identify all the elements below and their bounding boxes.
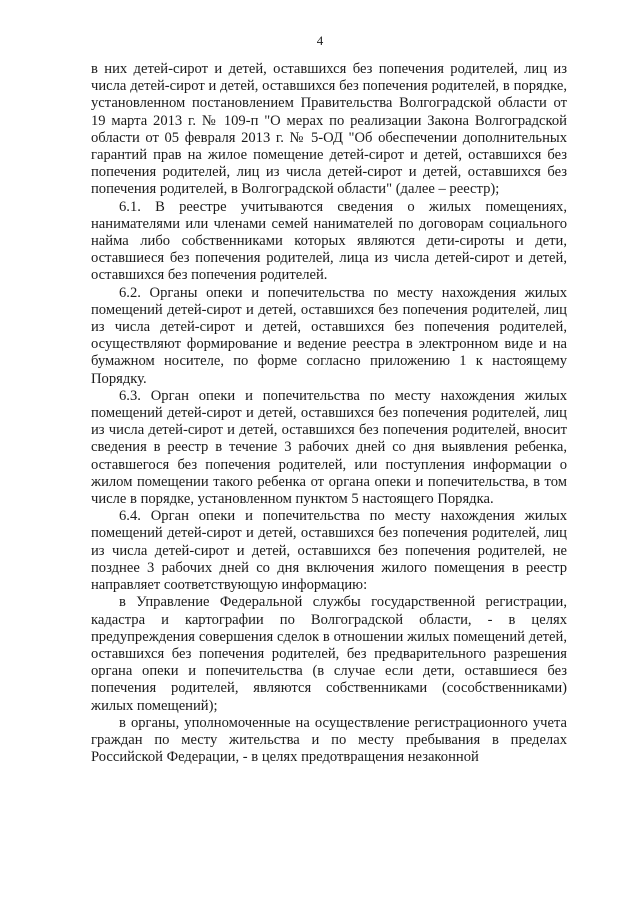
paragraph-6-4: 6.4. Орган опеки и попечительства по месту нахождения жилых помещений детей-сирот и детей, оставшихся без попечения родителей, лиц из числа детей-сирот и детей, оставшихся без попечения родителей, не позднее 3 рабочих дней со дня включения жилого помещения в реестр направляет соответствующую информацию: [91,508,567,594]
paragraph-6-3: 6.3. Орган опеки и попечительства по месту нахождения жилых помещений детей-сирот и детей, оставшихся без попечения родителей, лиц из числа детей-сирот и детей, оставшихся без попечения родителей, вносит сведения в реестр в течение 3 рабочих дней со дня выявления ребенка, оставшегося без попечения родителей, или поступления информации о жилом помещении такого ребенка от органа опеки и попечительства, в том числе в порядке, установленном пунктом 5 настоящего Порядка. [91,387,567,508]
document-body [91,61,567,766]
paragraph-rosreestr: в Управление Федеральной службы государственной регистрации, кадастра и картографии по Волгоградской области, - в целях предупреждения совершения сделок в отношении жилых помещений детей, оставшихся без попечения родителей, без предварительного разрешения органа опеки и попечительства (в случае если дети, оставшиеся без попечения родителей, являются собственниками (сособственниками) жилых помещений); [91,594,567,714]
paragraph-6-1: 6.1. В реестре учитываются сведения о жилых помещениях, нанимателями или членами семей нанимателей по договорам социального найма либо собственниками которых являются дети-сироты и дети, оставшиеся без попечения родителей, лица из числа детей-сирот и детей, оставшихся без попечения родителей. [91,198,567,284]
paragraph-registration-bodies: в органы, уполномоченные на осуществление регистрационного учета граждан по месту жительства и по месту пребывания в пределах Российской Федерации, - в целях предотвращения незаконной [91,714,567,766]
paragraph-continuation: в них детей-сирот и детей, оставшихся без попечения родителей, лиц из числа детей-сирот и детей, оставшихся без попечения родителей, в порядке, установленном постановлением Правительства Волгоградской области от 19 марта 2013 г. № 109-п "О мерах по реализации Закона Волгоградской области от 05 февраля 2013 г. № 5-ОД "Об обеспечении дополнительных гарантий прав на жилое помещение детей-сирот и детей, оставшихся без попечения родителей, лиц из числа детей-сирот и детей, оставшихся без попечения родителей, в Волгоградской области" (далее – реестр); [91,61,567,198]
page-number: 4 [316,33,324,48]
paragraph-6-2: 6.2. Органы опеки и попечительства по месту нахождения жилых помещений детей-сирот и детей, оставшихся без попечения родителей, лиц из числа детей-сирот и детей, оставшихся без попечения родителей, осуществляют формирование и ведение реестра в электронном виде и на бумажном носителе, по форме согласно приложению 1 к настоящему Порядку. [91,284,567,387]
